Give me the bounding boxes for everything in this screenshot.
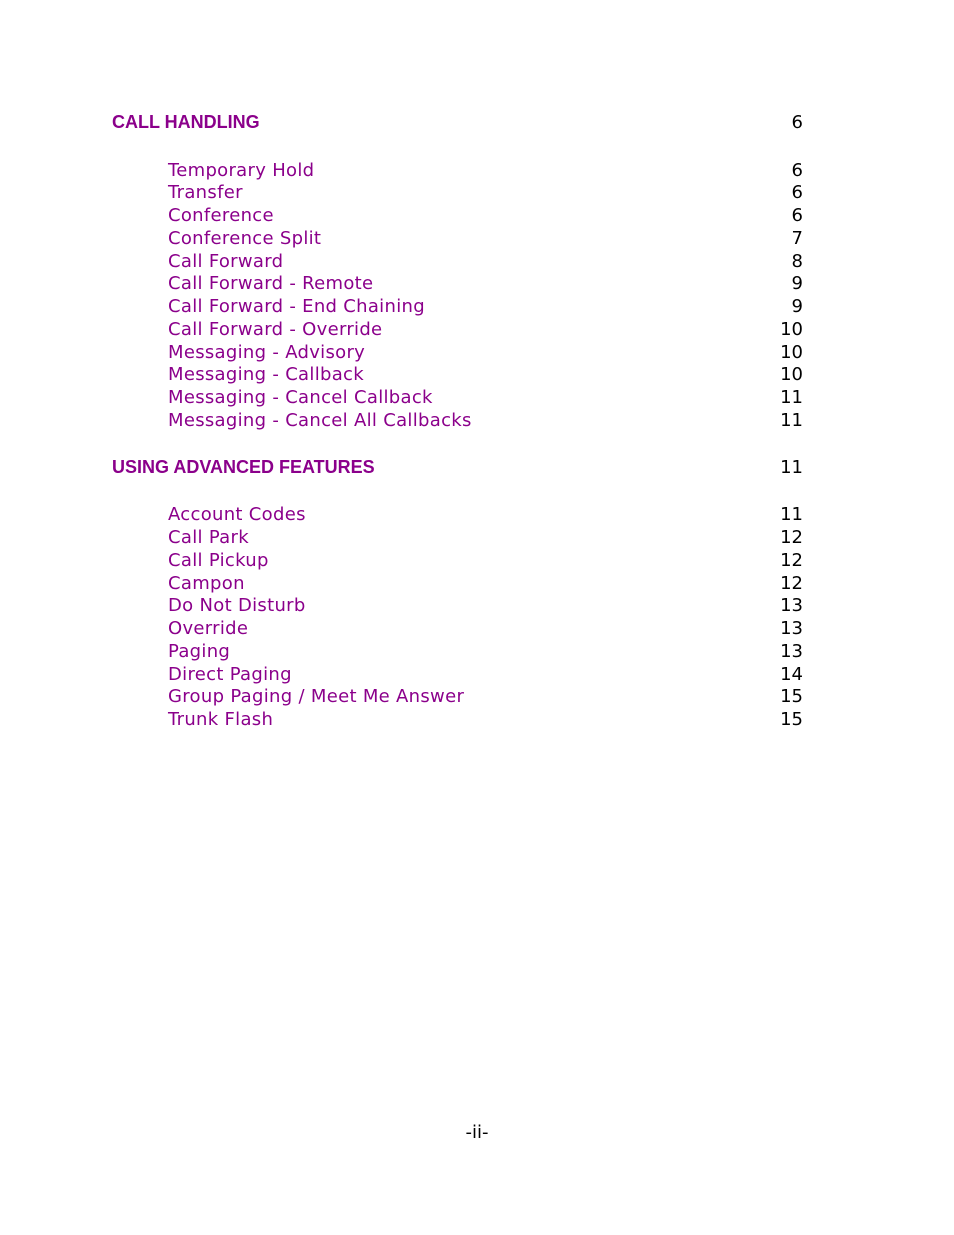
section-page-number: 6 <box>791 112 803 133</box>
toc-entry[interactable] <box>0 527 954 550</box>
entry-title[interactable]: Temporary Hold <box>168 160 315 181</box>
toc-entry[interactable] <box>0 550 954 573</box>
toc-entry[interactable] <box>0 205 954 228</box>
entry-title[interactable]: Messaging - Advisory <box>168 342 366 363</box>
entry-title[interactable]: Messaging - Cancel All Callbacks <box>168 410 472 431</box>
entry-page-number: 15 <box>780 686 803 707</box>
section-title[interactable]: CALL HANDLING <box>112 112 260 132</box>
toc-entry[interactable] <box>0 410 954 433</box>
entry-title[interactable]: Conference <box>168 205 274 226</box>
entry-page-number: 11 <box>780 504 803 525</box>
section-title[interactable]: USING ADVANCED FEATURES <box>112 457 375 477</box>
entry-page-number: 13 <box>780 641 803 662</box>
entry-title[interactable]: Call Park <box>168 527 249 548</box>
toc-entry[interactable] <box>0 296 954 319</box>
section-page-number: 11 <box>780 457 803 478</box>
entry-title[interactable]: Call Pickup <box>168 550 269 571</box>
entry-title[interactable]: Group Paging / Meet Me Answer <box>168 686 465 707</box>
entry-page-number: 6 <box>791 205 803 226</box>
entry-title[interactable]: Paging <box>168 641 231 662</box>
entry-title[interactable]: Account Codes <box>168 504 306 525</box>
toc-entry[interactable] <box>0 709 954 732</box>
toc-entry[interactable] <box>0 319 954 342</box>
entry-page-number: 8 <box>791 251 803 272</box>
entry-title[interactable]: Call Forward - Override <box>168 319 383 340</box>
toc-entry[interactable] <box>0 182 954 205</box>
entry-page-number: 11 <box>780 387 803 408</box>
toc-section-heading[interactable] <box>0 112 954 135</box>
entry-title[interactable]: Call Forward - Remote <box>168 273 374 294</box>
toc-entry[interactable] <box>0 228 954 251</box>
entry-title[interactable]: Direct Paging <box>168 664 292 685</box>
entry-title[interactable]: Override <box>168 618 249 639</box>
entry-title[interactable]: Call Forward <box>168 251 284 272</box>
entry-page-number: 13 <box>780 595 803 616</box>
entry-page-number: 10 <box>780 364 803 385</box>
entry-page-number: 12 <box>780 527 803 548</box>
toc-entry[interactable] <box>0 160 954 183</box>
toc-entry[interactable] <box>0 664 954 687</box>
entry-page-number: 6 <box>791 182 803 203</box>
entry-title[interactable]: Messaging - Callback <box>168 364 364 385</box>
entry-title[interactable]: Transfer <box>168 182 243 203</box>
entry-page-number: 10 <box>780 342 803 363</box>
toc-entry[interactable] <box>0 573 954 596</box>
footer-page-label: -ii- <box>465 1122 489 1143</box>
entry-title[interactable]: Call Forward - End Chaining <box>168 296 425 317</box>
entry-page-number: 9 <box>791 273 803 294</box>
toc-section-heading[interactable] <box>0 457 954 480</box>
entry-page-number: 11 <box>780 410 803 431</box>
entry-title[interactable]: Trunk Flash <box>168 709 274 730</box>
entry-page-number: 7 <box>791 228 803 249</box>
toc-entry[interactable] <box>0 504 954 527</box>
entry-page-number: 6 <box>791 160 803 181</box>
toc-entry[interactable] <box>0 342 954 365</box>
entry-page-number: 13 <box>780 618 803 639</box>
entry-title[interactable]: Messaging - Cancel Callback <box>168 387 433 408</box>
toc-entry[interactable] <box>0 273 954 296</box>
entry-title[interactable]: Campon <box>168 573 245 594</box>
toc-entry[interactable] <box>0 641 954 664</box>
toc-entry[interactable] <box>0 251 954 274</box>
entry-page-number: 9 <box>791 296 803 317</box>
toc-entry[interactable] <box>0 387 954 410</box>
entry-page-number: 12 <box>780 573 803 594</box>
entry-page-number: 15 <box>780 709 803 730</box>
toc-entry[interactable] <box>0 595 954 618</box>
entry-page-number: 10 <box>780 319 803 340</box>
toc-entry[interactable] <box>0 364 954 387</box>
toc-entry[interactable] <box>0 686 954 709</box>
entry-title[interactable]: Conference Split <box>168 228 322 249</box>
toc-entry[interactable] <box>0 618 954 641</box>
entry-page-number: 14 <box>780 664 803 685</box>
entry-title[interactable]: Do Not Disturb <box>168 595 306 616</box>
entry-page-number: 12 <box>780 550 803 571</box>
